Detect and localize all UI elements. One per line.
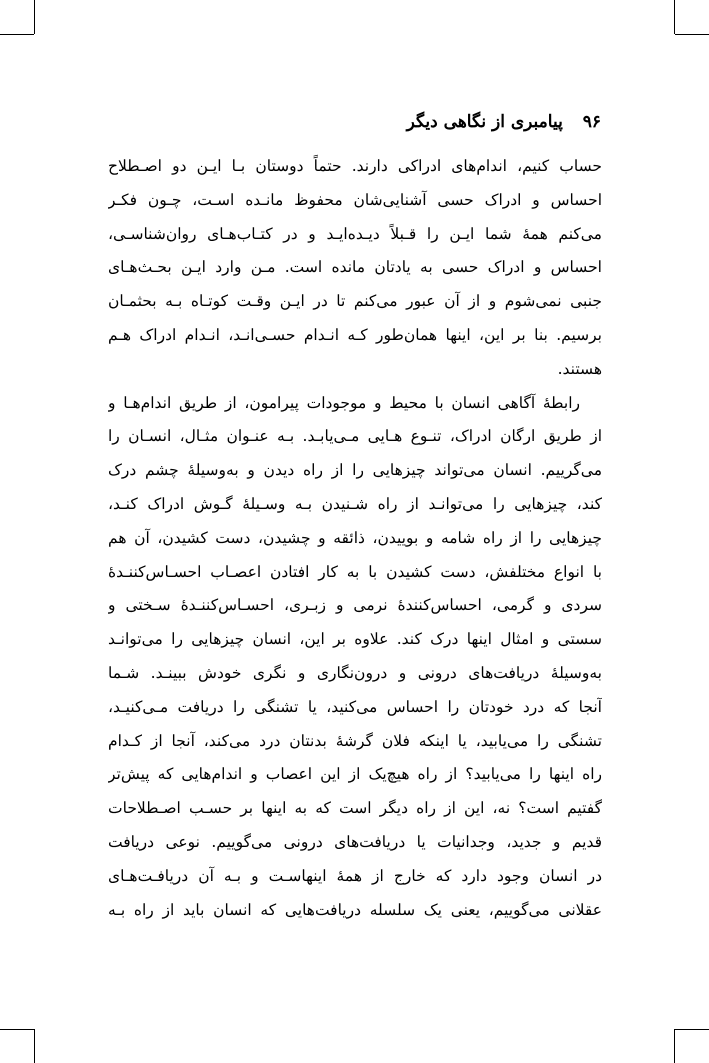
text-line: سردی و گرمی، احساس‌کنندهٔ نرمی و زبـری، احسـاس‌کننـدهٔ سـختی و (108, 596, 602, 615)
crop-mark (0, 34, 34, 35)
crop-mark (0, 1029, 34, 1030)
crop-mark (674, 0, 675, 34)
crop-mark (34, 0, 35, 34)
text-line: با انواع مختلفش، دست کشیدن با به کار افتادن اعصـاب احسـاس‌کننـدهٔ (108, 562, 602, 581)
running-head (407, 112, 601, 132)
crop-mark (674, 1029, 675, 1063)
crop-mark (675, 34, 709, 35)
text-line: هستند. (557, 359, 602, 378)
text-line: می‌کنم همهٔ شما ایـن را قـبلاً دیـده‌ایـد و در کتـاب‌هـای روان‌شناسـی، (108, 224, 602, 243)
text-line: کند، چیزهایی را می‌توانـد از راه شـنیدن بـه وسـیلهٔ گـوش ادراک کنـد، (108, 494, 602, 513)
text-line: به‌وسیلهٔ دریافت‌های درونی و درون‌نگاری و نگری خودش ببینـد. شـما (108, 663, 602, 682)
text-line: چیزهایی را از راه شامه و بوییدن، ذائقه و چشیدن، دست کشیدن، آن هم (108, 528, 602, 547)
text-line: حساب کنیم، اندام‌های ادراکی دارند. حتماً دوستان بـا ایـن دو اصـطلاح (108, 157, 602, 175)
running-title: پیامبری از نگاهی دیگر (406, 112, 563, 132)
text-line: راه اینها را می‌یابید؟ از راه هیچ‌یک از این اعصاب و اندام‌هایی که پیش‌تر (108, 765, 602, 784)
text-line: گفتیم است؟ نه، این از راه دیگر است که به اینها بر حسـب اصـطلاحات (108, 799, 602, 818)
text-line: قدیم و جدید، وجدانیات یا دریافت‌های درونی می‌گوییم. نوعی دریافت (108, 832, 602, 851)
text-line: تشنگی را می‌یابید، یا اینکه فلان گرشهٔ بدنتان درد می‌کند، آنجا از کـدام (108, 731, 602, 750)
text-line: عقلانی می‌گوییم، یعنی یک سلسله دریافت‌هایی که انسان باید از راه بـه (108, 900, 602, 919)
crop-mark (675, 1029, 709, 1030)
body-text (108, 150, 602, 927)
text-line: رابطهٔ آگاهی انسان با محیط و موجودات پیرامون، از طریق اندام‌هـا و (108, 393, 580, 412)
text-line: جنبی نمی‌شوم و از آن عبور می‌کنم تا در ایـن وقـت کوتـاه بـه بحثمـان (108, 292, 602, 311)
page-number: ۹۶ (582, 112, 601, 132)
crop-mark (34, 1029, 35, 1063)
text-line: سستی و امثال اینها درک کند. علاوه بر این، انسان چیزهایی را می‌توانـد (108, 630, 602, 649)
text-line: برسیم. بنا بر این، اینها همان‌طور کـه انـدام حسـی‌انـد، انـدام ادراک هـم (108, 325, 602, 344)
text-line: در انسان وجود دارد که خارج از همهٔ اینهاسـت و بـه آن دریافـت‌هـای (108, 866, 602, 885)
text-line: می‌گرییم. انسان می‌تواند چیزهایی را از راه دیدن و به‌وسیلهٔ چشم درک (108, 461, 602, 480)
text-line: احساس و ادراک حسی به یادتان مانده است. مـن وارد ایـن بحـث‌هـای (108, 258, 602, 277)
text-line: از طریق ارگان ادراک، تنـوع هـایی مـی‌یابـد. بـه عنـوان مثـال، انسـان را (108, 427, 602, 446)
text-line: آنجا که درد خودتان را احساس می‌کنید، یا تشنگی را دریافت مـی‌کنیـد، (108, 697, 602, 716)
text-line: احساس و ادراک حسی آشنایی‌شان محفوظ مانـده اسـت، چـون فکـر (108, 190, 602, 209)
